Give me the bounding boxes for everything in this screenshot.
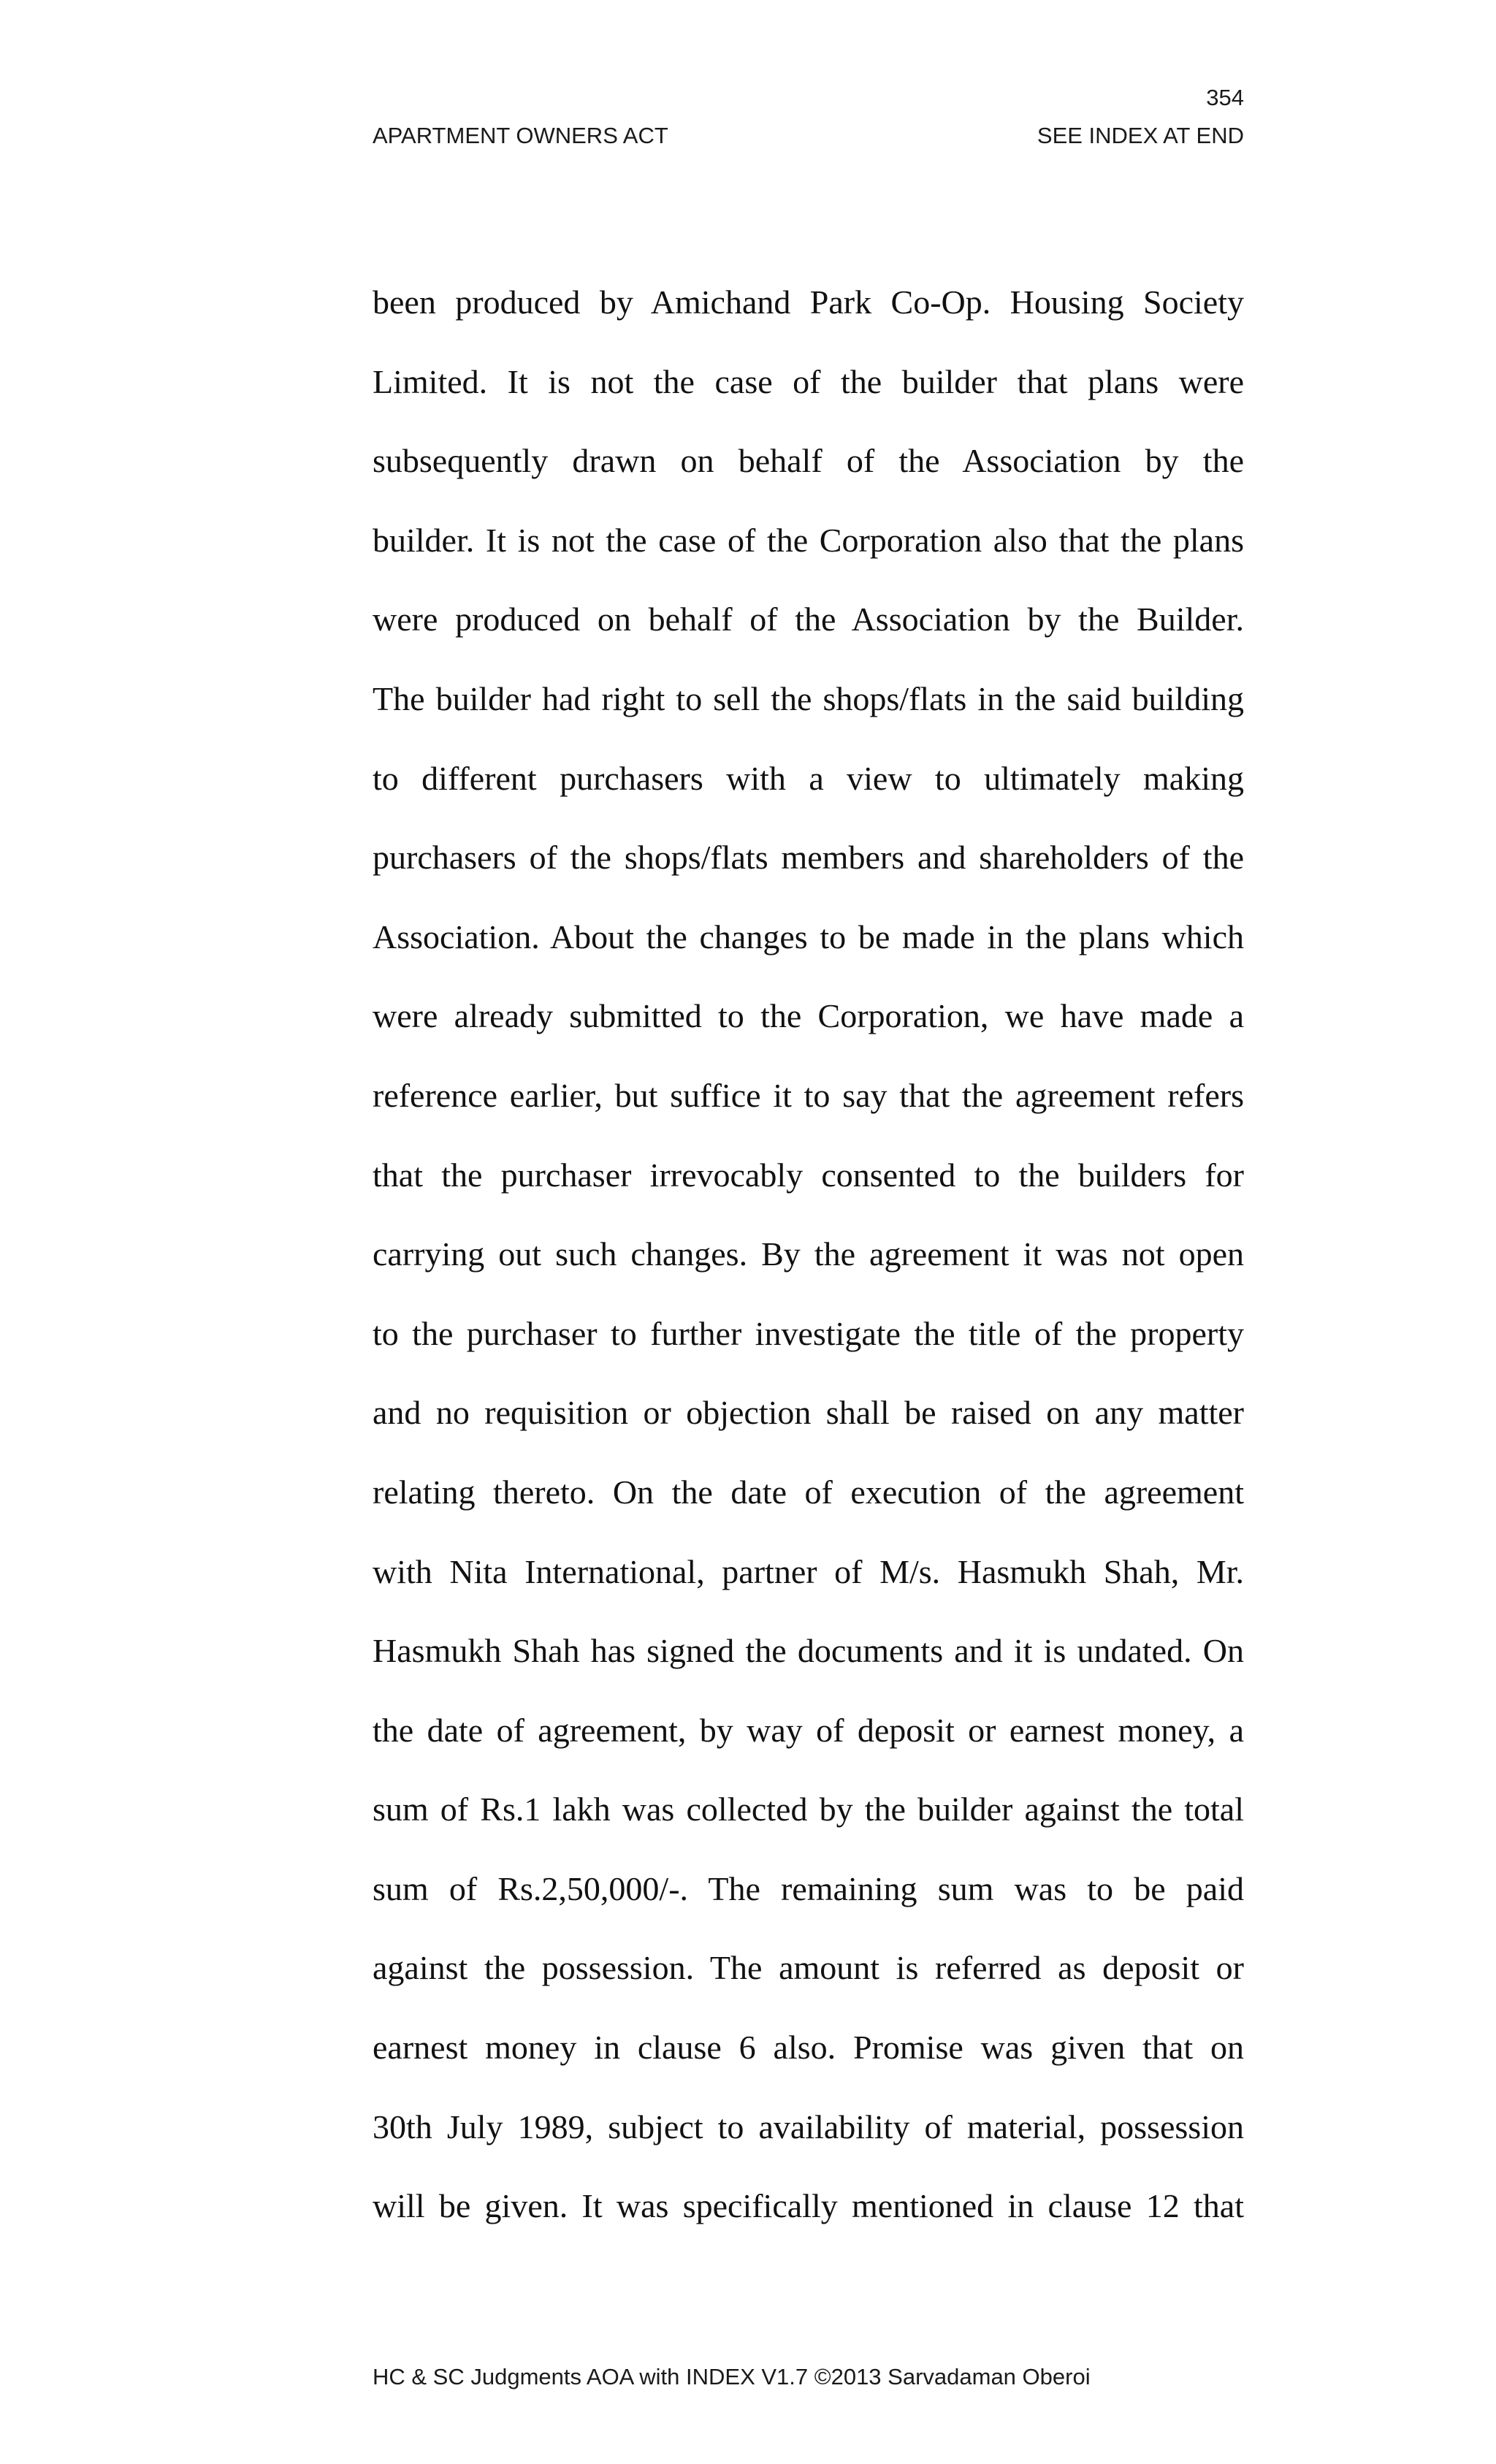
running-header (373, 124, 1244, 147)
body-line: and no requisition or objection shall be raised on any matter (373, 1394, 1244, 1432)
body-line: 30th July 1989, subject to availability of material, possession (373, 2108, 1244, 2145)
header-index-note: SEE INDEX AT END (1037, 123, 1244, 148)
body-paragraph (373, 263, 1244, 2246)
body-line: The builder had right to sell the shops/flats in the said building (373, 679, 1244, 717)
header-title: APARTMENT OWNERS ACT (373, 123, 668, 148)
body-line: Hasmukh Shah has signed the documents and it is undated. On (373, 1632, 1244, 1670)
body-line: Association. About the changes to be made in the plans which (373, 918, 1244, 956)
body-line: the date of agreement, by way of deposit or earnest money, a (373, 1711, 1244, 1749)
body-line: subsequently drawn on behalf of the Association by the (373, 442, 1244, 480)
body-line: sum of Rs.1 lakh was collected by the builder against the total (373, 1790, 1244, 1828)
body-line: been produced by Amichand Park Co-Op. Housing Society (373, 283, 1244, 321)
body-line: reference earlier, but suffice it to say that the agreement refers (373, 1076, 1244, 1114)
body-line: with Nita International, partner of M/s. Hasmukh Shah, Mr. (373, 1552, 1244, 1590)
body-line: purchasers of the shops/flats members and shareholders of the (373, 839, 1244, 877)
body-line: that the purchaser irrevocably consented to the builders for (373, 1156, 1244, 1194)
page-number: 354 (1206, 85, 1244, 110)
body-line: will be given. It was specifically mentioned in clause 12 that (373, 2187, 1244, 2225)
body-line: to different purchasers with a view to ultimately making (373, 759, 1244, 797)
body-line: against the possession. The amount is referred as deposit or (373, 1949, 1244, 1987)
body-line: were already submitted to the Corporation, we have made a (373, 997, 1244, 1035)
body-line: sum of Rs.2,50,000/-. The remaining sum was to be paid (373, 1869, 1244, 1907)
body-line: were produced on behalf of the Association by the Builder. (373, 600, 1244, 638)
body-line: to the purchaser to further investigate the title of the property (373, 1314, 1244, 1352)
body-line: relating thereto. On the date of execution of the agreement (373, 1473, 1244, 1511)
page-footer: HC & SC Judgments AOA with INDEX V1.7 ©2013 Sarvadaman Oberoi (373, 2364, 1091, 2389)
body-line: Limited. It is not the case of the builder that plans were (373, 362, 1244, 400)
body-line: earnest money in clause 6 also. Promise was given that on (373, 2029, 1244, 2067)
body-line: builder. It is not the case of the Corporation also that the plans (373, 521, 1244, 559)
body-line: carrying out such changes. By the agreement it was not open (373, 1235, 1244, 1273)
